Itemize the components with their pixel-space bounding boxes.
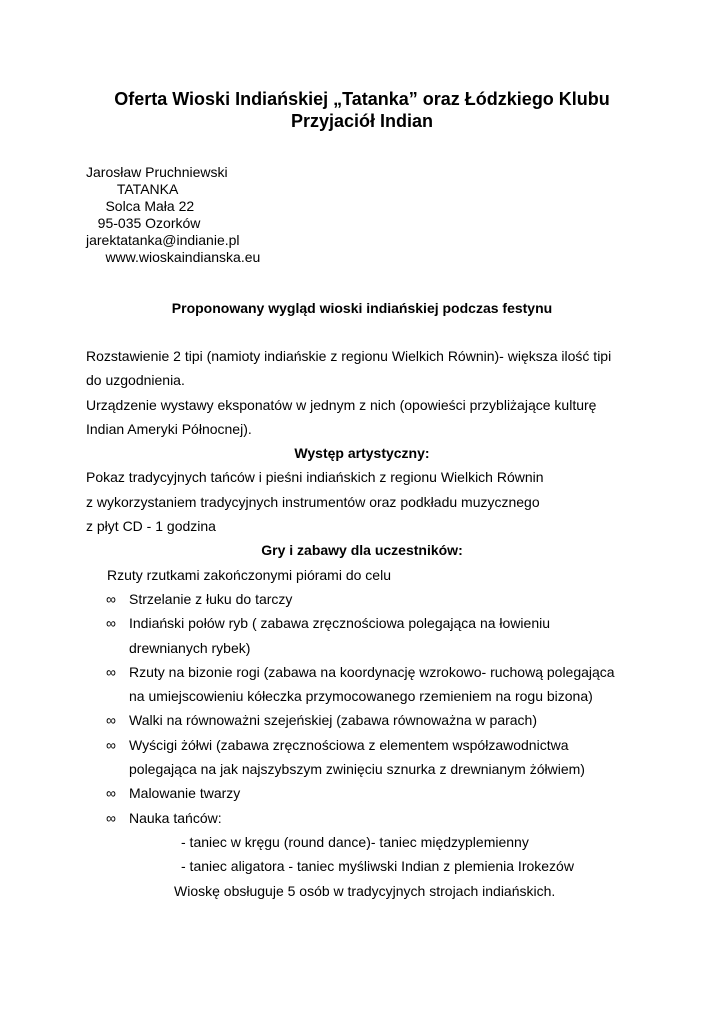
address-city: 95-035 Ozorków — [86, 215, 201, 231]
list-item — [86, 660, 686, 709]
list-item — [86, 781, 686, 805]
performance-heading: Występ artystyczny: — [294, 445, 430, 462]
title-line-1: Oferta Wioski Indiańskiej „Tatanka” oraz Łódzkiego Klubu — [114, 89, 610, 109]
dance-item: - taniec aligatora - taniec myśliwski Indian z plemienia Irokezów — [181, 858, 574, 875]
list-item — [86, 611, 686, 660]
infinity-bullet-icon: ∞ — [106, 615, 116, 632]
intro-line: do uzgodnienia. — [86, 372, 185, 389]
list-item-text: Malowanie twarzy — [129, 785, 241, 802]
infinity-bullet-icon: ∞ — [106, 785, 116, 802]
intro-line: Indian Ameryki Północnej). — [86, 420, 252, 437]
address-name: Jarosław Pruchniewski — [86, 164, 228, 180]
games-heading: Gry i zabawy dla uczestników: — [261, 542, 463, 559]
address-email: jarektatanka@indianie.pl — [86, 232, 240, 248]
performance-line: z płyt CD - 1 godzina — [86, 518, 216, 535]
list-item-text: Rzuty na bizonie rogi (zabawa na koordynację wzrokowo- ruchową polegająca — [129, 663, 615, 680]
intro-line: Urządzenie wystawy eksponatów w jednym z nich (opowieści przybliżające kulturę — [86, 396, 597, 413]
infinity-bullet-icon: ∞ — [106, 590, 116, 607]
list-item — [86, 708, 686, 732]
list-item-text: Indiański połów ryb ( zabawa zręcznościowa polegająca na łowieniu — [129, 615, 551, 632]
infinity-bullet-icon: ∞ — [106, 809, 116, 826]
address-block — [86, 164, 260, 266]
intro-line: Rozstawienie 2 tipi (namioty indiańskie z regionu Wielkich Równin)- większa ilość tipi — [86, 348, 612, 364]
performance-line: z wykorzystaniem tradycyjnych instrumentów oraz podkładu muzycznego — [86, 493, 540, 510]
list-item-text: drewnianych rybek) — [129, 639, 251, 656]
list-item-text: na umiejscowieniu kółeczka przymocowanego rzemieniem na rogu bizona) — [129, 688, 593, 705]
list-item-text: Strzelanie z łuku do tarczy — [129, 590, 293, 607]
infinity-bullet-icon: ∞ — [106, 663, 116, 680]
address-org: TATANKA — [86, 181, 179, 197]
infinity-bullet-icon: ∞ — [106, 736, 116, 753]
list-item-text: Wyścigi żółwi (zabawa zręcznościowa z elementem współzawodnictwa — [129, 736, 569, 753]
address-website: www.wioskaindianska.eu — [86, 249, 261, 265]
list-item-text: Walki na równoważni szejeńskiej (zabawa równoważna w parach) — [129, 712, 537, 729]
dance-item: - taniec w kręgu (round dance)- taniec międzyplemienny — [181, 833, 529, 850]
document-title — [60, 88, 664, 132]
list-item — [86, 587, 686, 611]
title-line-2: Przyjaciół Indian — [290, 111, 434, 131]
closing-note: Wioskę obsługuje 5 osób w tradycyjnych strojach indiańskich. — [174, 882, 556, 899]
section-subtitle: Proponowany wygląd wioski indiańskiej podczas festynu — [171, 300, 553, 316]
document-body — [86, 344, 686, 903]
games-first-item: Rzuty rzutkami zakończonymi piórami do celu — [107, 566, 391, 583]
list-item — [86, 733, 686, 782]
list-item-text: polegająca na jak najszybszym zwinięciu sznurka z drewnianym żółwiem) — [129, 761, 585, 778]
infinity-bullet-icon: ∞ — [106, 712, 116, 729]
list-item-text: Nauka tańców: — [129, 809, 222, 826]
address-street: Solca Mała 22 — [86, 198, 195, 214]
performance-line: Pokaz tradycyjnych tańców i pieśni indiańskich z regionu Wielkich Równin — [86, 469, 544, 486]
list-item — [86, 806, 686, 830]
